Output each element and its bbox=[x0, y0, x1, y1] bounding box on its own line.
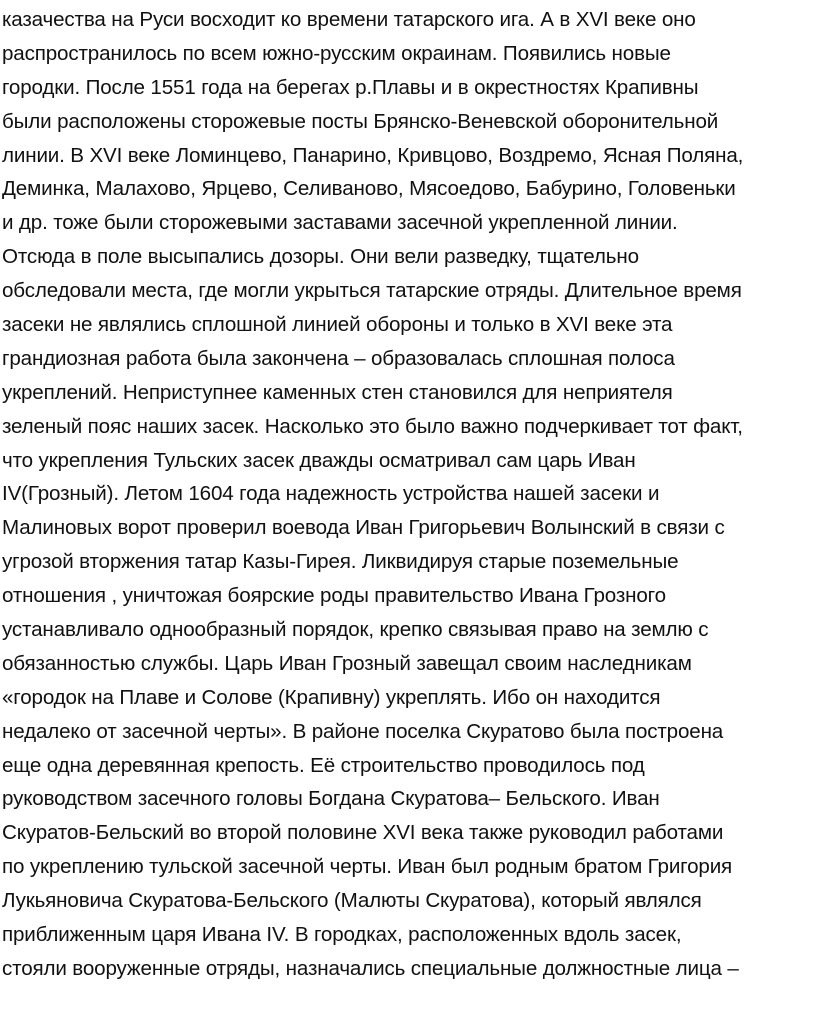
text-line: недалеко от засечной черты». В районе поселка Скуратово была построена bbox=[2, 719, 724, 743]
text-line: стояли вооруженные отряды, назначались специальные должностные лица – bbox=[2, 956, 739, 980]
text-line: что укрепления Тульских засек дважды осматривал сам царь Иван bbox=[2, 448, 636, 472]
text-line: казачества на Руси восходит ко времени татарского ига. А в XVI веке оно bbox=[2, 8, 696, 31]
text-line: руководством засечного головы Богдана Скуратова– Бельского. Иван bbox=[2, 787, 660, 811]
text-line: были расположены сторожевые посты Брянско-Веневской оборонительной bbox=[2, 109, 719, 133]
text-line: укреплений. Неприступнее каменных стен становился для неприятеля bbox=[2, 380, 673, 404]
text-line: Отсюда в поле высыпались дозоры. Они вели разведку, тщательно bbox=[2, 245, 639, 269]
text-line: засеки не являлись сплошной линией обороны и только в XVI веке эта bbox=[2, 313, 673, 337]
text-line: приближенным царя Ивана IV. В городках, расположенных вдоль засек, bbox=[2, 923, 682, 947]
text-line: Деминка, Малахово, Ярцево, Селиваново, Мясоедово, Бабурино, Головеньки bbox=[2, 177, 736, 201]
text-line: зеленый пояс наших засек. Насколько это было важно подчеркивает тот факт, bbox=[2, 414, 743, 438]
text-line: Скуратов-Бельский во второй половине XVI века также руководил работами bbox=[2, 821, 724, 845]
text-line: устанавливало однообразный порядок, крепко связывая право на землю с bbox=[2, 618, 709, 642]
text-line: по укреплению тульской засечной черты. Иван был родным братом Григория bbox=[2, 855, 733, 879]
text-line: грандиозная работа была закончена – образовалась сплошная полоса bbox=[2, 346, 675, 370]
text-line: IV(Грозный). Летом 1604 года надежность устройства нашей засеки и bbox=[2, 482, 660, 506]
text-line: Малиновых ворот проверил воевода Иван Григорьевич Волынский в связи с bbox=[2, 516, 725, 540]
text-line: обследовали места, где могли укрыться татарские отряды. Длительное время bbox=[2, 279, 742, 303]
text-line: угрозой вторжения татар Казы-Гирея. Ликвидируя старые поземельные bbox=[2, 550, 679, 574]
body-text bbox=[2, 3, 816, 986]
text-line: обязанностью службы. Царь Иван Грозный завещал своим наследникам bbox=[2, 651, 692, 675]
text-line: отношения , уничтожая боярские роды правительство Ивана Грозного bbox=[2, 584, 666, 608]
text-line: и др. тоже были сторожевыми заставами засечной укрепленной линии. bbox=[2, 211, 678, 235]
text-line: «городок на Плаве и Солове (Крапивну) укреплять. Ибо он находится bbox=[2, 685, 661, 709]
text-line: Лукьяновича Скуратова-Бельского (Малюты Скуратова), который являлся bbox=[2, 889, 702, 913]
text-line: линии. В XVI веке Ломинцево, Панарино, Кривцово, Воздремо, Ясная Поляна, bbox=[2, 143, 744, 167]
text-line: распространилось по всем южно-русским окраинам. Появились новые bbox=[2, 41, 671, 65]
text-line: городки. После 1551 года на берегах р.Плавы и в окрестностях Крапивны bbox=[2, 75, 699, 99]
text-line: еще одна деревянная крепость. Её строительство проводилось под bbox=[2, 753, 645, 777]
